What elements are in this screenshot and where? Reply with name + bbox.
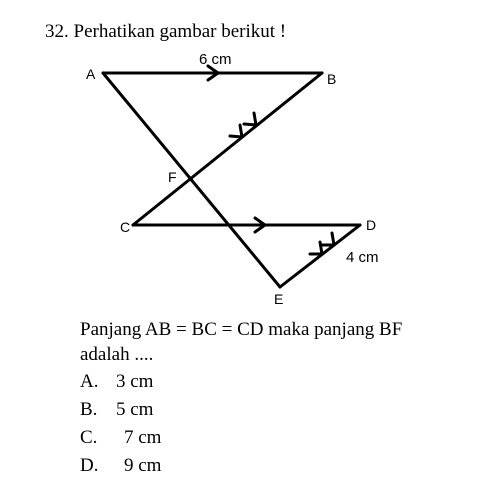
segment-bc [133,73,322,225]
option-a-text: 3 cm [116,371,154,392]
length-label-de: 4 cm [346,249,379,266]
question-title: 32. Perhatikan gambar berikut ! [45,21,287,42]
option-d[interactable] [80,456,161,475]
option-b-text: 5 cm [116,399,154,420]
point-label-a: A [86,66,96,82]
point-label-e: E [274,291,284,307]
question-text-line-2: adalah .... [80,344,154,365]
option-c[interactable] [80,428,161,447]
option-b[interactable] [80,400,153,419]
segment-ae [103,73,280,287]
option-a-letter: A. [80,371,99,392]
double-arrow-bc-2-icon [244,113,256,125]
option-b-letter: B. [80,399,98,420]
point-label-f: F [168,169,177,185]
point-label-b: B [327,71,337,87]
double-arrow-bc-1-icon [230,125,242,137]
option-d-text: 9 cm [124,455,162,476]
double-arrow-de-2-icon [322,233,334,245]
point-label-d: D [366,217,377,233]
point-label-c: C [120,219,131,235]
length-label-ab: 6 cm [199,51,232,68]
question-text-line-1: Panjang AB = BC = CD maka panjang BF [80,319,403,340]
option-a[interactable] [80,372,153,391]
option-d-letter: D. [80,455,99,476]
option-c-letter: C. [80,427,98,448]
double-arrow-de-1-icon [310,242,322,254]
option-c-text: 7 cm [124,427,162,448]
